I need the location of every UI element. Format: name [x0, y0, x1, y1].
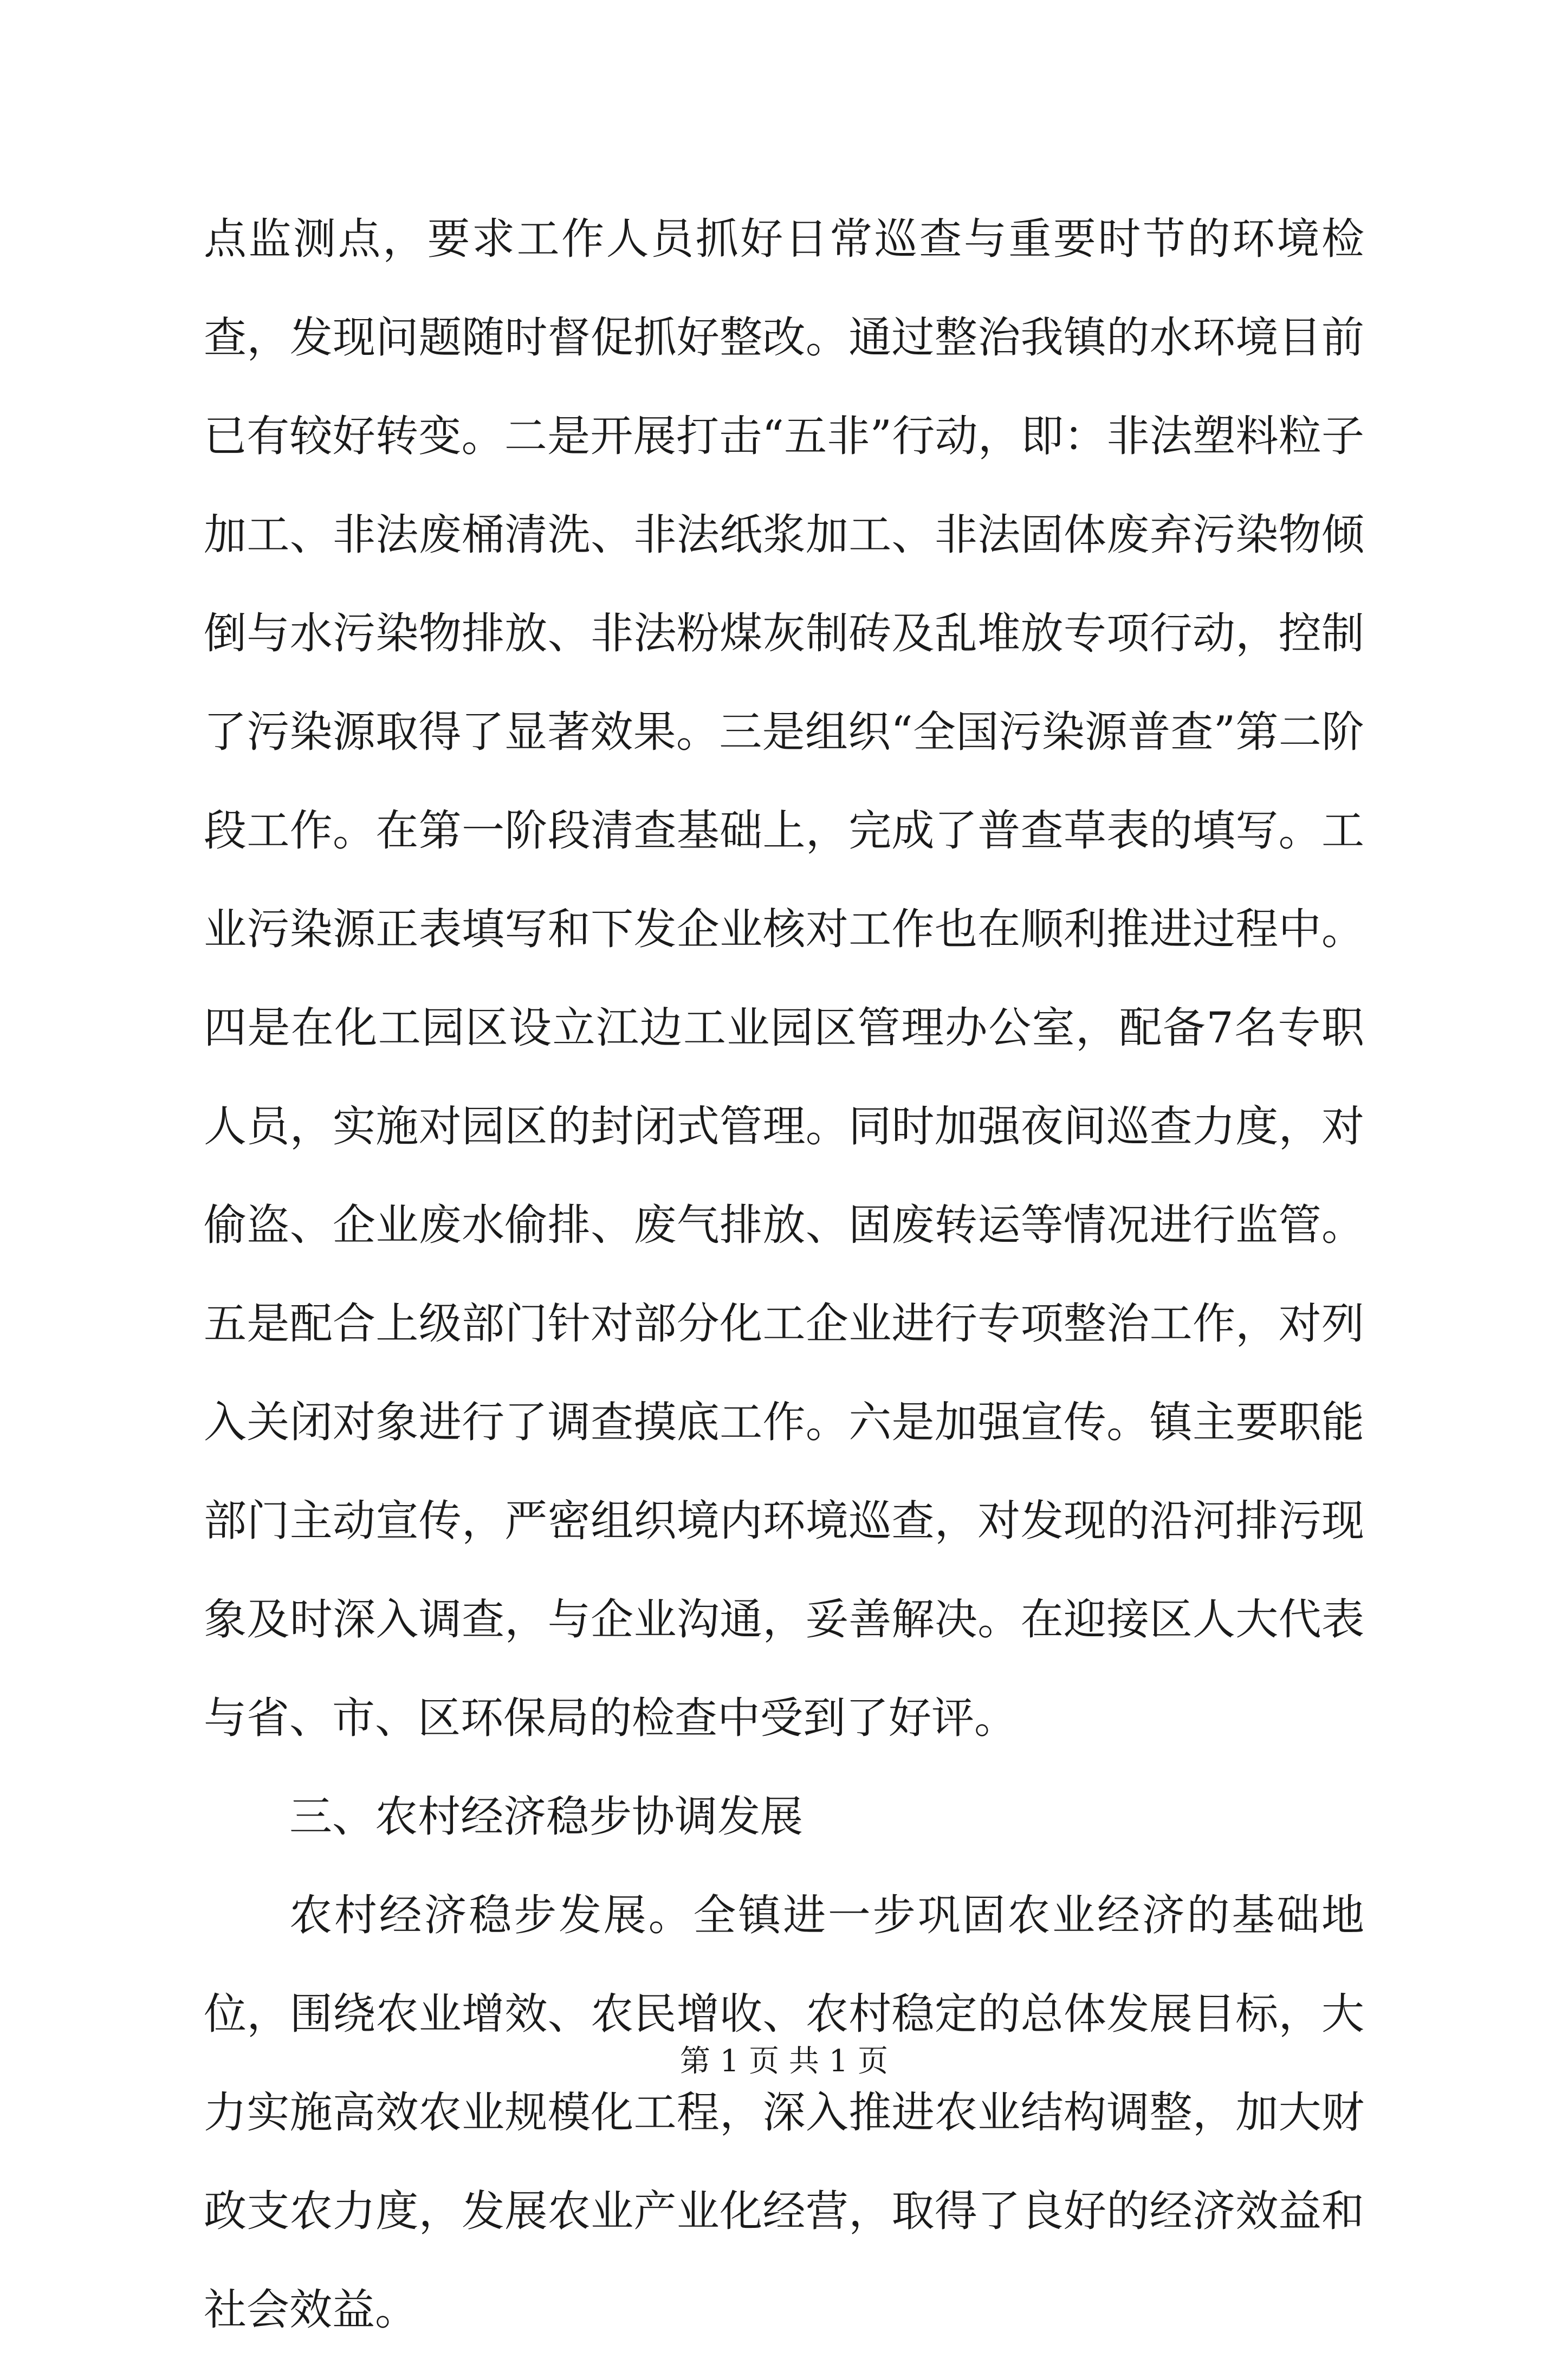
- section-heading: 三、农村经济稳步协调发展: [289, 1792, 803, 1842]
- paragraph-rural-economy: 农村经济稳步发展。全镇进一步巩固农业经济的基础地位，围绕农业增效、农民增收、农村稳定的总体发展目标，大力实施高效农业规模化工程，深入推进农业结构调整，加大财政支农力度，发展农业产业化经营，取得了良好的经济效益和社会效益。: [204, 1890, 1364, 2335]
- page-footer: 第 1 页 共 1 页: [679, 2044, 889, 2079]
- paragraph-continuation: 点监测点，要求工作人员抓好日常巡查与重要时节的环境检查，发现问题随时督促抓好整改。通过整治我镇的水环境目前已有较好转变。二是开展打击“五非”行动，即：非法塑料粒子加工、非法废桶清洗、非法纸浆加工、非法固体废弃污染物倾倒与水污染物排放、非法粉煤灰制砖及乱堆放专项行动，控制了污染源取得了显著效果。三是组织“全国污染源普查”第二阶段工作。在第一阶段清查基础上，完成了普查草表的填写。工业污染源正表填写和下发企业核对工作也在顺利推进过程中。四是在化工园区设立江边工业园区管理办公室，配备7名专职人员，实施对园区的封闭式管理。同时加强夜间巡查力度，对偷盗、企业废水偷排、废气排放、固废转运等情况进行监管。五是配合上级部门针对部分化工企业进行专项整治工作，对列入关闭对象进行了调查摸底工作。六是加强宣传。镇主要职能部门主动宣传，严密组织境内环境巡查，对发现的沿河排污现象及时深入调查，与企业沟通，妥善解决。在迎接区人大代表与省、市、区环保局的检查中受到了好评。: [204, 214, 1364, 1743]
- document-body: [204, 190, 1364, 2359]
